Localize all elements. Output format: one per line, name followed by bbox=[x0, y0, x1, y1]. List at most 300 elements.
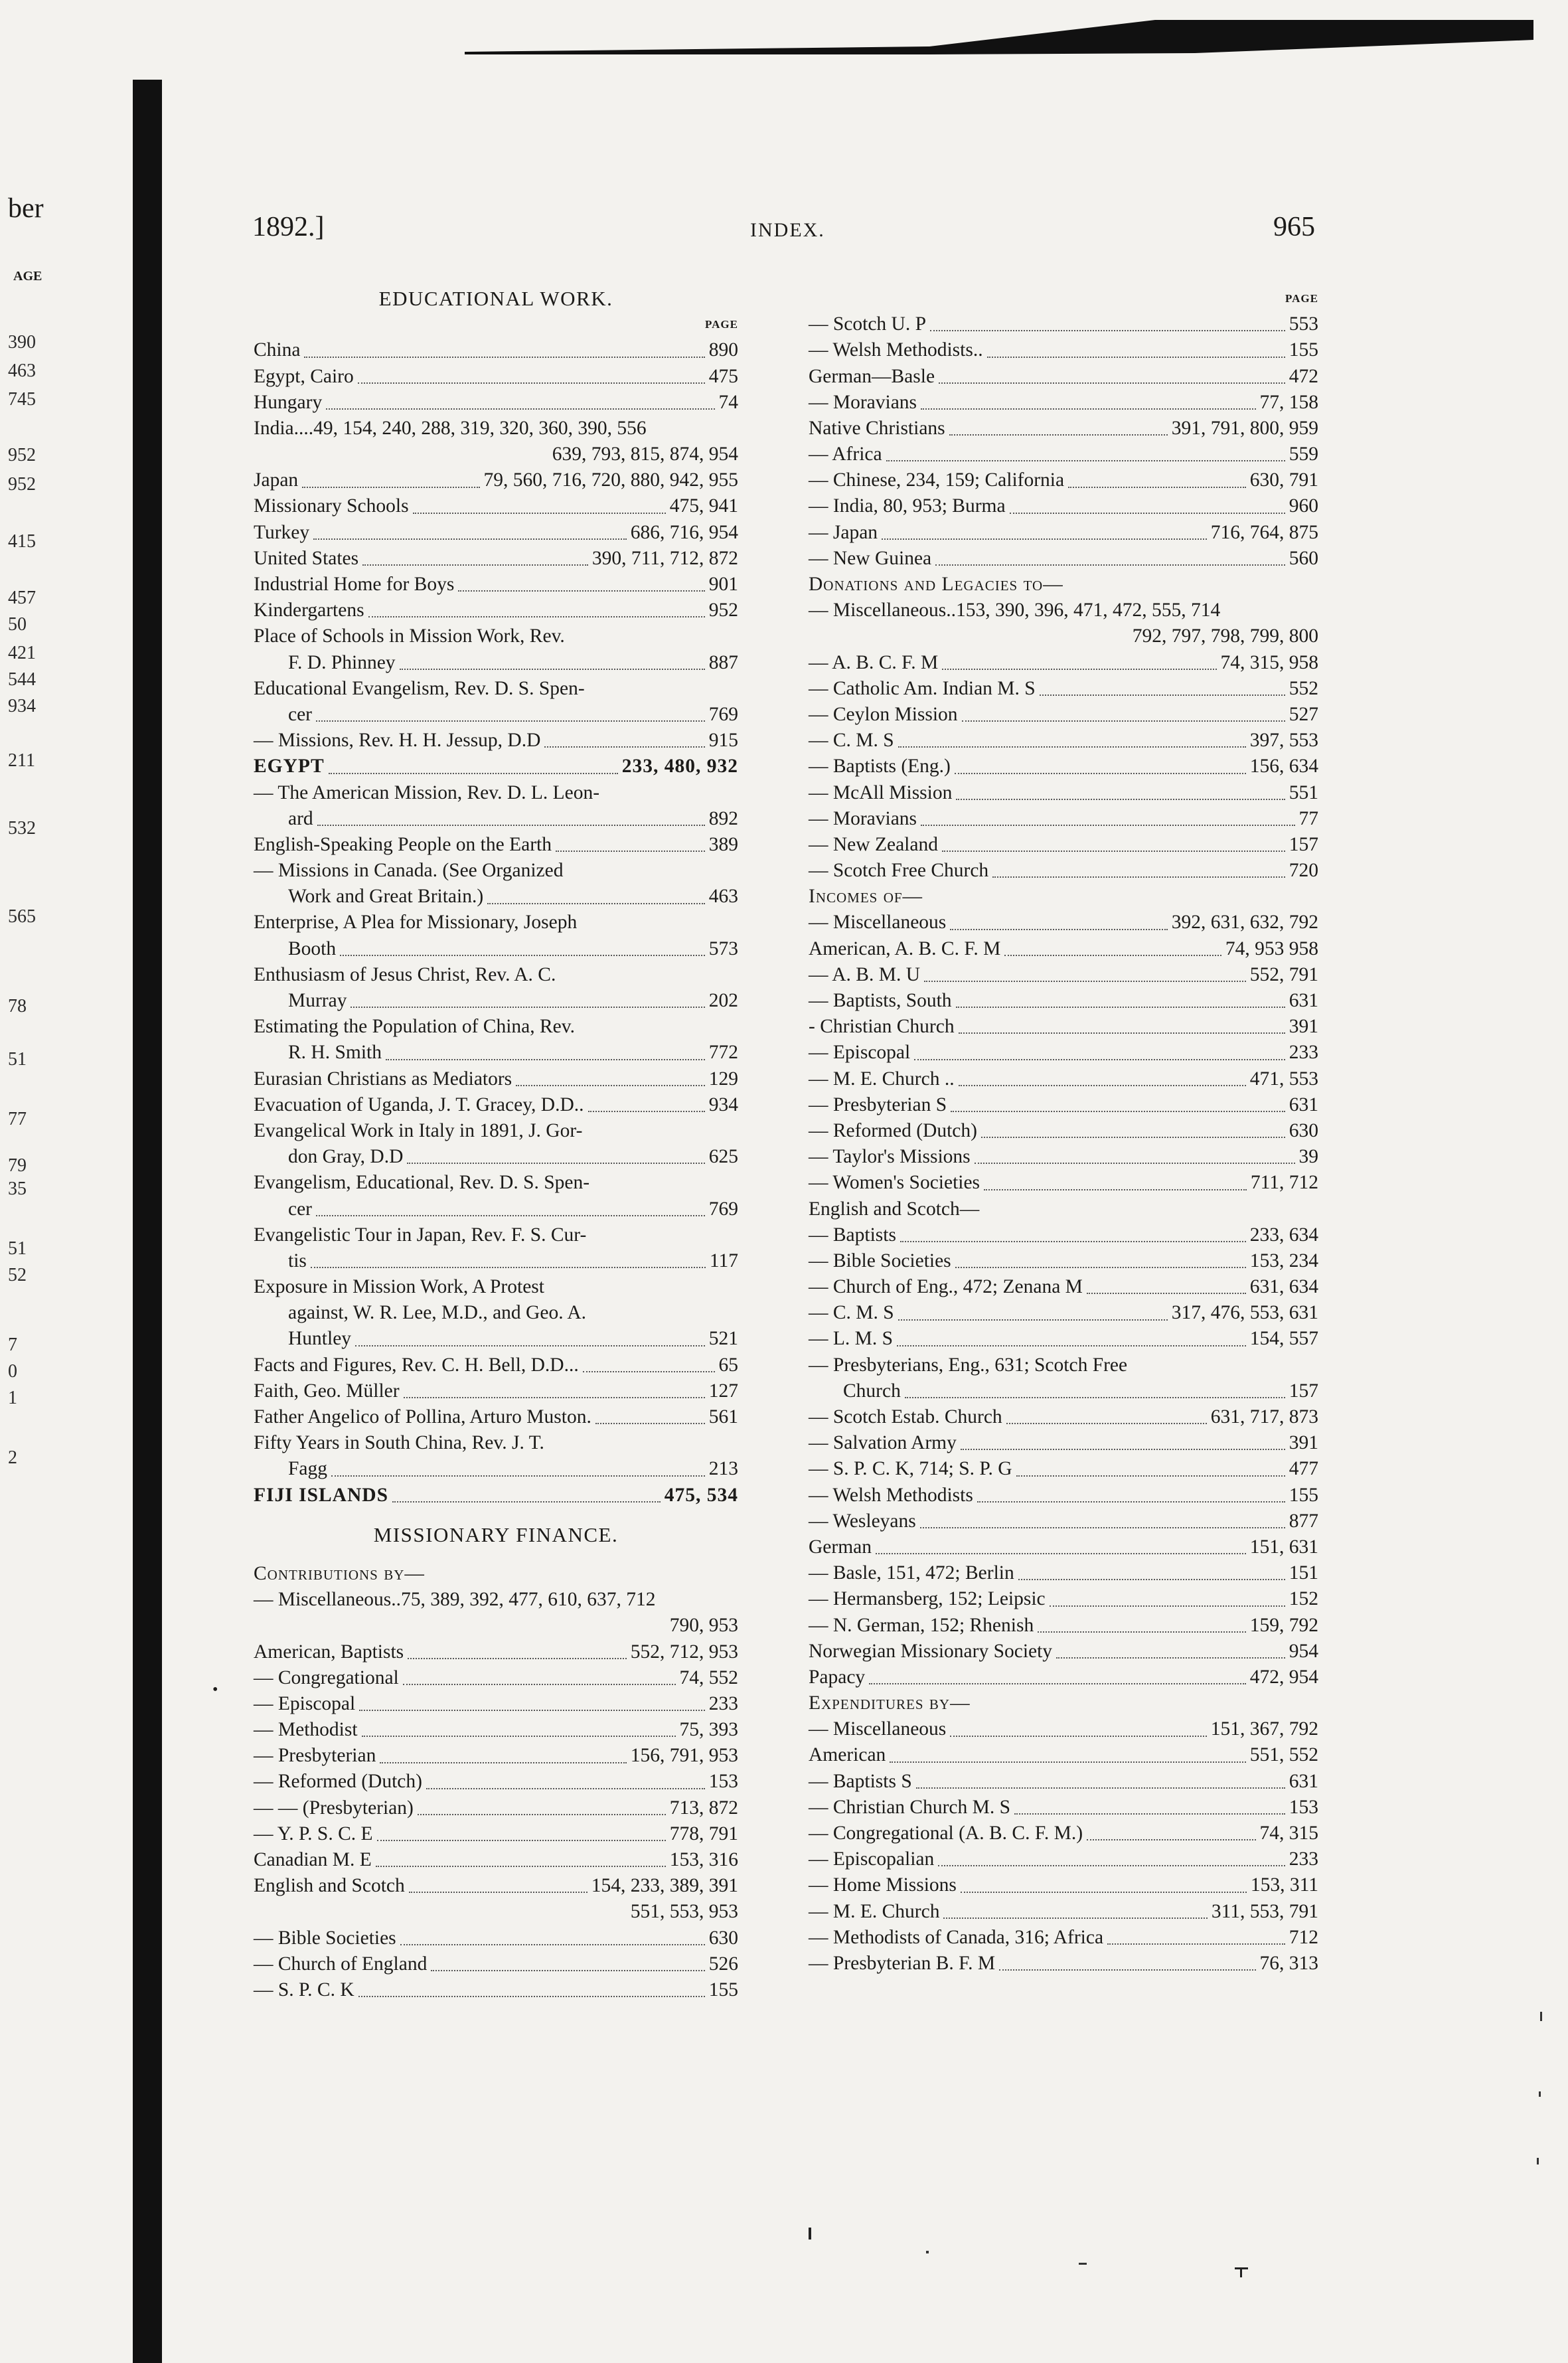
entry-pages: 390, 711, 712, 872 bbox=[591, 547, 738, 569]
entry-text: — Moravians bbox=[809, 807, 917, 829]
entry-pages: 153, 311 bbox=[1250, 1874, 1318, 1896]
entry-pages: 901 bbox=[708, 574, 738, 596]
entry-pages: 74 bbox=[718, 391, 738, 413]
entry-text: — S. P. C. K, 714; S. P. G bbox=[809, 1458, 1012, 1480]
index-entry bbox=[809, 806, 1318, 832]
entry-pages: 712 bbox=[1289, 1926, 1318, 1948]
entry-pages: 202 bbox=[708, 990, 738, 1012]
previous-page-number: 50 bbox=[8, 614, 27, 635]
entry-text: Evangelical Work in Italy in 1891, J. Gor- bbox=[254, 1119, 583, 1141]
index-entry bbox=[809, 1274, 1318, 1300]
index-entry bbox=[254, 390, 738, 416]
entry-text: — Episcopal bbox=[809, 1042, 911, 1064]
index-entry bbox=[809, 1222, 1318, 1248]
dot-leader bbox=[938, 1865, 1285, 1866]
entry-pages: 639, 793, 815, 874, 954 bbox=[552, 444, 738, 465]
dot-leader bbox=[951, 1111, 1285, 1112]
dot-leader bbox=[413, 513, 666, 514]
index-entry bbox=[809, 494, 1318, 520]
entry-text: Exposure in Mission Work, A Protest bbox=[254, 1276, 544, 1298]
entry-pages: 391 bbox=[1289, 1432, 1318, 1454]
dot-leader bbox=[458, 590, 704, 592]
entry-pages: 551, 552 bbox=[1249, 1744, 1318, 1766]
entry-pages: 769 bbox=[708, 703, 738, 725]
entry-text: — Bible Societies bbox=[254, 1927, 396, 1949]
entry-pages: 74, 953 958 bbox=[1225, 937, 1318, 959]
index-entry bbox=[809, 1899, 1318, 1925]
entry-text: — Women's Societies bbox=[809, 1172, 980, 1194]
index-entry bbox=[809, 1196, 1318, 1222]
index-entry bbox=[254, 1743, 738, 1769]
index-entry bbox=[809, 1144, 1318, 1170]
entry-pages: 39 bbox=[1298, 1146, 1318, 1168]
index-entry bbox=[809, 1404, 1318, 1430]
entry-text: — Ceylon Mission bbox=[809, 703, 958, 725]
entry-pages: 561 bbox=[708, 1406, 738, 1428]
entry-text: — New Zealand bbox=[809, 833, 938, 855]
entry-pages: 389 bbox=[708, 833, 738, 855]
dot-leader bbox=[876, 1553, 1246, 1554]
dot-leader bbox=[588, 1111, 705, 1112]
page-number: 965 bbox=[1273, 212, 1315, 242]
dot-leader bbox=[359, 1710, 705, 1711]
entry-text: Turkey bbox=[254, 521, 310, 543]
entry-pages: 952 bbox=[708, 600, 738, 621]
dot-leader bbox=[326, 408, 714, 410]
entry-pages: 559 bbox=[1289, 444, 1318, 465]
index-entry bbox=[254, 416, 738, 442]
entry-text: — Miscellaneous..153, 390, 396, 471, 472, 555, 714 bbox=[809, 600, 1221, 621]
dot-leader bbox=[942, 669, 1216, 670]
entry-pages: 76, 313 bbox=[1259, 1952, 1318, 1974]
running-head-title: INDEX. bbox=[750, 219, 825, 241]
entry-text: American, Baptists bbox=[254, 1641, 404, 1663]
entry-text: — Moravians bbox=[809, 391, 917, 413]
index-entry bbox=[254, 858, 738, 884]
entry-text: — The American Mission, Rev. D. L. Leon- bbox=[254, 781, 600, 803]
entry-text: — McAll Mission bbox=[809, 781, 953, 803]
index-entry bbox=[809, 416, 1318, 442]
entry-text: American bbox=[809, 1744, 886, 1766]
entry-pages: 317, 476, 553, 631 bbox=[1171, 1302, 1318, 1324]
entry-text: — Methodists of Canada, 316; Africa bbox=[809, 1926, 1104, 1948]
index-entry bbox=[809, 1327, 1318, 1352]
index-entry bbox=[809, 988, 1318, 1014]
dot-leader bbox=[431, 1970, 704, 1971]
index-entry bbox=[809, 754, 1318, 779]
index-entry bbox=[809, 1821, 1318, 1846]
previous-page-number: 211 bbox=[8, 750, 35, 771]
page-column-label: PAGE bbox=[705, 318, 738, 331]
index-entry bbox=[254, 650, 738, 676]
dot-leader bbox=[890, 1761, 1245, 1763]
entry-pages: 463 bbox=[708, 886, 738, 908]
entry-text: — Wesleyans bbox=[809, 1510, 916, 1532]
index-entry bbox=[809, 442, 1318, 467]
index-entry bbox=[809, 650, 1318, 676]
entry-text: tis bbox=[288, 1250, 307, 1271]
dot-leader bbox=[376, 1866, 666, 1867]
index-entry bbox=[254, 676, 738, 702]
entry-text: — Church of England bbox=[254, 1953, 428, 1975]
entry-text: — Basle, 151, 472; Berlin bbox=[809, 1562, 1014, 1584]
entry-text: — India, 80, 953; Burma bbox=[809, 495, 1006, 517]
index-entry bbox=[809, 1716, 1318, 1742]
dot-leader bbox=[358, 1996, 705, 1997]
entry-text: — M. E. Church bbox=[809, 1900, 940, 1922]
previous-page-number: 463 bbox=[8, 361, 36, 381]
entry-text: — Reformed (Dutch) bbox=[254, 1771, 422, 1793]
dot-leader bbox=[1087, 1293, 1246, 1294]
dot-leader bbox=[1038, 1631, 1246, 1633]
previous-page-number: 51 bbox=[8, 1238, 27, 1259]
entry-text: Enthusiasm of Jesus Christ, Rev. A. C. bbox=[254, 963, 556, 985]
index-entry bbox=[254, 1248, 738, 1274]
dot-leader bbox=[1016, 1475, 1285, 1477]
book-gutter bbox=[133, 80, 162, 2363]
previous-page-column-label: AGE bbox=[13, 269, 42, 284]
page-column-label: PAGE bbox=[1285, 291, 1318, 305]
entry-text: Egypt, Cairo bbox=[254, 365, 354, 387]
index-entry bbox=[254, 337, 738, 363]
dot-leader bbox=[407, 1163, 704, 1164]
index-entry bbox=[809, 1639, 1318, 1665]
entry-pages: 391 bbox=[1289, 1016, 1318, 1038]
entry-pages: 154, 557 bbox=[1249, 1328, 1318, 1350]
dot-leader bbox=[900, 1241, 1246, 1242]
dot-leader bbox=[1087, 1839, 1255, 1840]
index-entry bbox=[809, 1483, 1318, 1508]
previous-page-number: 7 bbox=[8, 1335, 17, 1355]
dot-leader bbox=[956, 799, 1285, 800]
dot-leader bbox=[959, 1085, 1246, 1086]
index-entry bbox=[254, 1327, 738, 1352]
dot-leader bbox=[409, 1892, 588, 1893]
index-entry bbox=[809, 728, 1318, 754]
index-entry bbox=[254, 1847, 738, 1873]
entry-text: India....49, 154, 240, 288, 319, 320, 360, 390, 556 bbox=[254, 417, 647, 439]
previous-page-number: 952 bbox=[8, 474, 36, 495]
entry-text: Norwegian Missionary Society bbox=[809, 1640, 1053, 1662]
entry-text: cer bbox=[288, 703, 313, 725]
entry-pages: 233, 480, 932 bbox=[621, 756, 738, 777]
dot-leader bbox=[950, 929, 1167, 930]
entry-text: — Miscellaneous bbox=[809, 912, 947, 934]
index-entry bbox=[254, 1795, 738, 1821]
index-entry bbox=[809, 337, 1318, 363]
entry-pages: 77 bbox=[1298, 807, 1318, 829]
dot-leader bbox=[408, 1658, 627, 1659]
entry-pages: 311, 553, 791 bbox=[1211, 1900, 1318, 1922]
index-column-right bbox=[809, 285, 1318, 1977]
dot-leader bbox=[950, 1736, 1206, 1737]
entry-pages: 631, 717, 873 bbox=[1210, 1406, 1318, 1428]
dot-leader bbox=[942, 851, 1285, 852]
entry-pages: 686, 716, 954 bbox=[630, 521, 738, 543]
index-entry bbox=[254, 910, 738, 936]
entry-pages: 472, 954 bbox=[1249, 1666, 1318, 1688]
index-entry bbox=[809, 1586, 1318, 1612]
entry-pages: 397, 553 bbox=[1249, 730, 1318, 752]
index-entry bbox=[254, 1769, 738, 1795]
dot-leader bbox=[1107, 1943, 1285, 1945]
dot-leader bbox=[1068, 487, 1246, 488]
index-entry bbox=[254, 1170, 738, 1196]
entry-pages: 74, 315, 958 bbox=[1220, 651, 1318, 673]
entry-text: Place of Schools in Mission Work, Rev. bbox=[254, 625, 565, 647]
entry-pages: 233 bbox=[1289, 1848, 1318, 1870]
entry-text: — Home Missions bbox=[809, 1874, 957, 1896]
previous-page-number: 77 bbox=[8, 1109, 27, 1129]
entry-pages: 625 bbox=[708, 1146, 738, 1168]
entry-text: — Welsh Methodists bbox=[809, 1484, 973, 1506]
entry-text: — Scotch U. P bbox=[809, 313, 926, 335]
entry-pages: 713, 872 bbox=[669, 1797, 738, 1819]
entry-pages: 151, 367, 792 bbox=[1210, 1718, 1318, 1740]
index-entry bbox=[809, 1795, 1318, 1821]
index-entry bbox=[254, 1404, 738, 1430]
index-entry bbox=[254, 520, 738, 546]
entry-text: — A. B. M. U bbox=[809, 963, 921, 985]
entry-text: — Africa bbox=[809, 444, 882, 465]
entry-text: — C. M. S bbox=[809, 1302, 894, 1324]
entry-text: German bbox=[809, 1536, 872, 1558]
entry-text: — A. B. C. F. M bbox=[809, 651, 939, 673]
index-entry bbox=[809, 832, 1318, 858]
index-entry bbox=[809, 1118, 1318, 1144]
dot-leader bbox=[914, 1059, 1285, 1060]
entry-text: Father Angelico of Pollina, Arturo Muston. bbox=[254, 1406, 591, 1428]
dot-leader bbox=[362, 564, 588, 566]
dot-leader bbox=[404, 1397, 705, 1398]
entry-pages: 526 bbox=[708, 1953, 738, 1975]
index-entry bbox=[809, 1560, 1318, 1586]
entry-text: — Missions, Rev. H. H. Jessup, D.D bbox=[254, 730, 541, 752]
index-entry bbox=[254, 1092, 738, 1118]
entry-pages: 155 bbox=[708, 1979, 738, 2000]
entry-pages: 915 bbox=[708, 730, 738, 752]
dot-leader bbox=[898, 1319, 1168, 1321]
index-entry bbox=[254, 1118, 738, 1144]
index-entry bbox=[809, 780, 1318, 806]
entry-text: Evacuation of Uganda, J. T. Gracey, D.D.. bbox=[254, 1094, 584, 1115]
index-entry bbox=[809, 702, 1318, 728]
dot-leader bbox=[1050, 1605, 1285, 1607]
dot-leader bbox=[595, 1423, 705, 1424]
entry-pages: 213 bbox=[708, 1458, 738, 1480]
dot-leader bbox=[949, 434, 1168, 436]
entry-pages: 551 bbox=[1289, 781, 1318, 803]
index-entry bbox=[809, 1352, 1318, 1378]
index-entry bbox=[254, 806, 738, 832]
entry-text: Donations and Legacies to— bbox=[809, 574, 1063, 596]
entry-text: English and Scotch— bbox=[809, 1198, 980, 1220]
dot-leader bbox=[1010, 513, 1285, 514]
entry-text: Canadian M. E bbox=[254, 1849, 372, 1871]
entry-pages: 631 bbox=[1289, 1094, 1318, 1115]
index-entry bbox=[809, 676, 1318, 702]
entry-pages: 631 bbox=[1289, 1770, 1318, 1792]
entry-text: — Congregational (A. B. C. F. M.) bbox=[809, 1823, 1083, 1844]
entry-text: — Episcopal bbox=[254, 1692, 356, 1714]
dot-leader bbox=[355, 1345, 705, 1346]
entry-pages: 75, 393 bbox=[679, 1719, 738, 1741]
index-entry bbox=[254, 1196, 738, 1222]
index-entry bbox=[809, 1014, 1318, 1040]
entry-pages: 552 bbox=[1289, 677, 1318, 699]
dot-leader bbox=[316, 720, 705, 722]
entry-text: Fagg bbox=[288, 1458, 327, 1480]
entry-text: — Taylor's Missions bbox=[809, 1146, 971, 1168]
index-entry bbox=[254, 780, 738, 806]
entry-text: — Miscellaneous..75, 389, 392, 477, 610, 637, 712 bbox=[254, 1589, 656, 1611]
index-entry bbox=[254, 572, 738, 598]
entry-text: — Hermansberg, 152; Leipsic bbox=[809, 1588, 1046, 1610]
index-entry bbox=[809, 1170, 1318, 1196]
index-entry bbox=[254, 546, 738, 572]
subsection-heading bbox=[254, 1561, 738, 1587]
dot-leader bbox=[984, 1189, 1247, 1190]
index-entry-pages-continued bbox=[254, 442, 738, 467]
dot-leader bbox=[905, 1397, 1285, 1398]
dot-leader bbox=[358, 382, 705, 384]
entry-text: — Missions in Canada. (See Organized bbox=[254, 860, 564, 882]
entry-pages: 934 bbox=[708, 1094, 738, 1115]
previous-page-edge bbox=[0, 0, 133, 2363]
dot-leader bbox=[351, 1007, 704, 1008]
entry-pages: 74, 552 bbox=[679, 1667, 738, 1688]
dot-leader bbox=[961, 1449, 1285, 1450]
entry-pages: 117 bbox=[709, 1250, 738, 1271]
previous-page-number: 415 bbox=[8, 531, 36, 552]
entry-pages: 573 bbox=[708, 937, 738, 959]
index-entry bbox=[809, 546, 1318, 572]
entry-pages: 790, 953 bbox=[669, 1615, 738, 1637]
entry-text: — — (Presbyterian) bbox=[254, 1797, 414, 1819]
index-entry bbox=[254, 1274, 738, 1300]
entry-pages: 890 bbox=[708, 339, 738, 361]
dot-leader bbox=[1004, 955, 1221, 956]
entry-pages: 153, 234 bbox=[1249, 1250, 1318, 1271]
entry-text: German—Basle bbox=[809, 365, 935, 387]
index-entry bbox=[809, 364, 1318, 390]
dot-leader bbox=[898, 746, 1246, 748]
subsection-heading bbox=[809, 884, 1318, 910]
dot-leader bbox=[921, 408, 1255, 410]
entry-pages: 720 bbox=[1289, 860, 1318, 882]
index-entry bbox=[809, 1092, 1318, 1118]
index-column-left bbox=[254, 285, 738, 2003]
entry-pages: 630 bbox=[1289, 1119, 1318, 1141]
entry-pages: 631 bbox=[1289, 990, 1318, 1012]
dot-leader bbox=[400, 669, 705, 670]
dot-leader bbox=[316, 1215, 705, 1216]
entry-pages: 892 bbox=[708, 807, 738, 829]
entry-text: Faith, Geo. Müller bbox=[254, 1380, 400, 1402]
dot-leader bbox=[583, 1371, 715, 1372]
subsection-heading bbox=[809, 1690, 1318, 1716]
dot-leader bbox=[921, 825, 1294, 826]
entry-text: Church bbox=[843, 1380, 901, 1402]
previous-page-number: 745 bbox=[8, 389, 36, 410]
entry-text: FIJI ISLANDS bbox=[254, 1484, 388, 1506]
index-main-entry bbox=[254, 754, 738, 779]
index-entry bbox=[254, 598, 738, 623]
entry-text: — Japan bbox=[809, 521, 878, 543]
entry-pages: 887 bbox=[708, 651, 738, 673]
entry-text: — Chinese, 234, 159; California bbox=[809, 469, 1065, 491]
entry-pages: 233 bbox=[1289, 1042, 1318, 1064]
dot-leader bbox=[1056, 1657, 1285, 1659]
entry-pages: 156, 634 bbox=[1249, 756, 1318, 777]
index-entry bbox=[254, 1014, 738, 1040]
entry-text: — Presbyterians, Eng., 631; Scotch Free bbox=[809, 1354, 1128, 1376]
entry-pages: 151, 631 bbox=[1249, 1536, 1318, 1558]
entry-text: ard bbox=[288, 807, 313, 829]
previous-page-number: 52 bbox=[8, 1265, 27, 1285]
dot-leader bbox=[418, 1814, 666, 1815]
dot-leader bbox=[959, 1032, 1285, 1034]
entry-text: English-Speaking People on the Earth bbox=[254, 833, 552, 855]
index-entry bbox=[254, 1144, 738, 1170]
entry-text: — Church of Eng., 472; Zenana M bbox=[809, 1276, 1083, 1298]
entry-text: Missionary Schools bbox=[254, 495, 409, 517]
previous-page-number: 390 bbox=[8, 332, 36, 353]
entry-text: — Welsh Methodists.. bbox=[809, 339, 983, 361]
index-entry bbox=[254, 623, 738, 649]
entry-pages: 129 bbox=[708, 1068, 738, 1090]
index-entry bbox=[809, 1300, 1318, 1326]
index-entry bbox=[254, 1639, 738, 1665]
dot-leader bbox=[924, 981, 1246, 982]
entry-text: — Baptists bbox=[809, 1224, 896, 1246]
index-entry bbox=[809, 1769, 1318, 1795]
entry-pages: 159, 792 bbox=[1249, 1614, 1318, 1636]
entry-pages: 716, 764, 875 bbox=[1210, 521, 1318, 543]
entry-pages: 233 bbox=[708, 1692, 738, 1714]
index-entry bbox=[809, 311, 1318, 337]
entry-text: — Bible Societies bbox=[809, 1250, 951, 1271]
previous-page-running-head: ber bbox=[8, 193, 44, 224]
previous-page-number: 79 bbox=[8, 1155, 27, 1176]
entry-pages: 521 bbox=[708, 1328, 738, 1350]
entry-pages: 157 bbox=[1289, 1380, 1318, 1402]
dot-leader bbox=[400, 1944, 705, 1945]
running-head-year: 1892.] bbox=[252, 212, 325, 242]
index-entry bbox=[254, 1821, 738, 1847]
entry-text: F. D. Phinney bbox=[288, 651, 396, 673]
index-entry bbox=[809, 598, 1318, 623]
entry-text: Murray bbox=[288, 990, 347, 1012]
entry-pages: 77, 158 bbox=[1259, 391, 1318, 413]
dot-leader bbox=[920, 1527, 1285, 1528]
index-main-entry bbox=[254, 1483, 738, 1508]
entry-text: Incomes of— bbox=[809, 886, 923, 908]
entry-pages: 153 bbox=[1289, 1796, 1318, 1818]
entry-pages: 152 bbox=[1289, 1588, 1318, 1610]
entry-text: — Presbyterian S bbox=[809, 1094, 947, 1115]
index-entry bbox=[809, 936, 1318, 962]
dot-leader bbox=[930, 330, 1285, 331]
entry-text: Hungary bbox=[254, 391, 323, 413]
previous-page-number: 952 bbox=[8, 445, 36, 465]
index-entry bbox=[254, 1222, 738, 1248]
dot-leader bbox=[992, 876, 1285, 878]
entry-text: Native Christians bbox=[809, 417, 945, 439]
entry-text: Work and Great Britain.) bbox=[288, 886, 484, 908]
entry-text: — Baptists (Eng.) bbox=[809, 756, 951, 777]
previous-page-number: 544 bbox=[8, 669, 36, 690]
